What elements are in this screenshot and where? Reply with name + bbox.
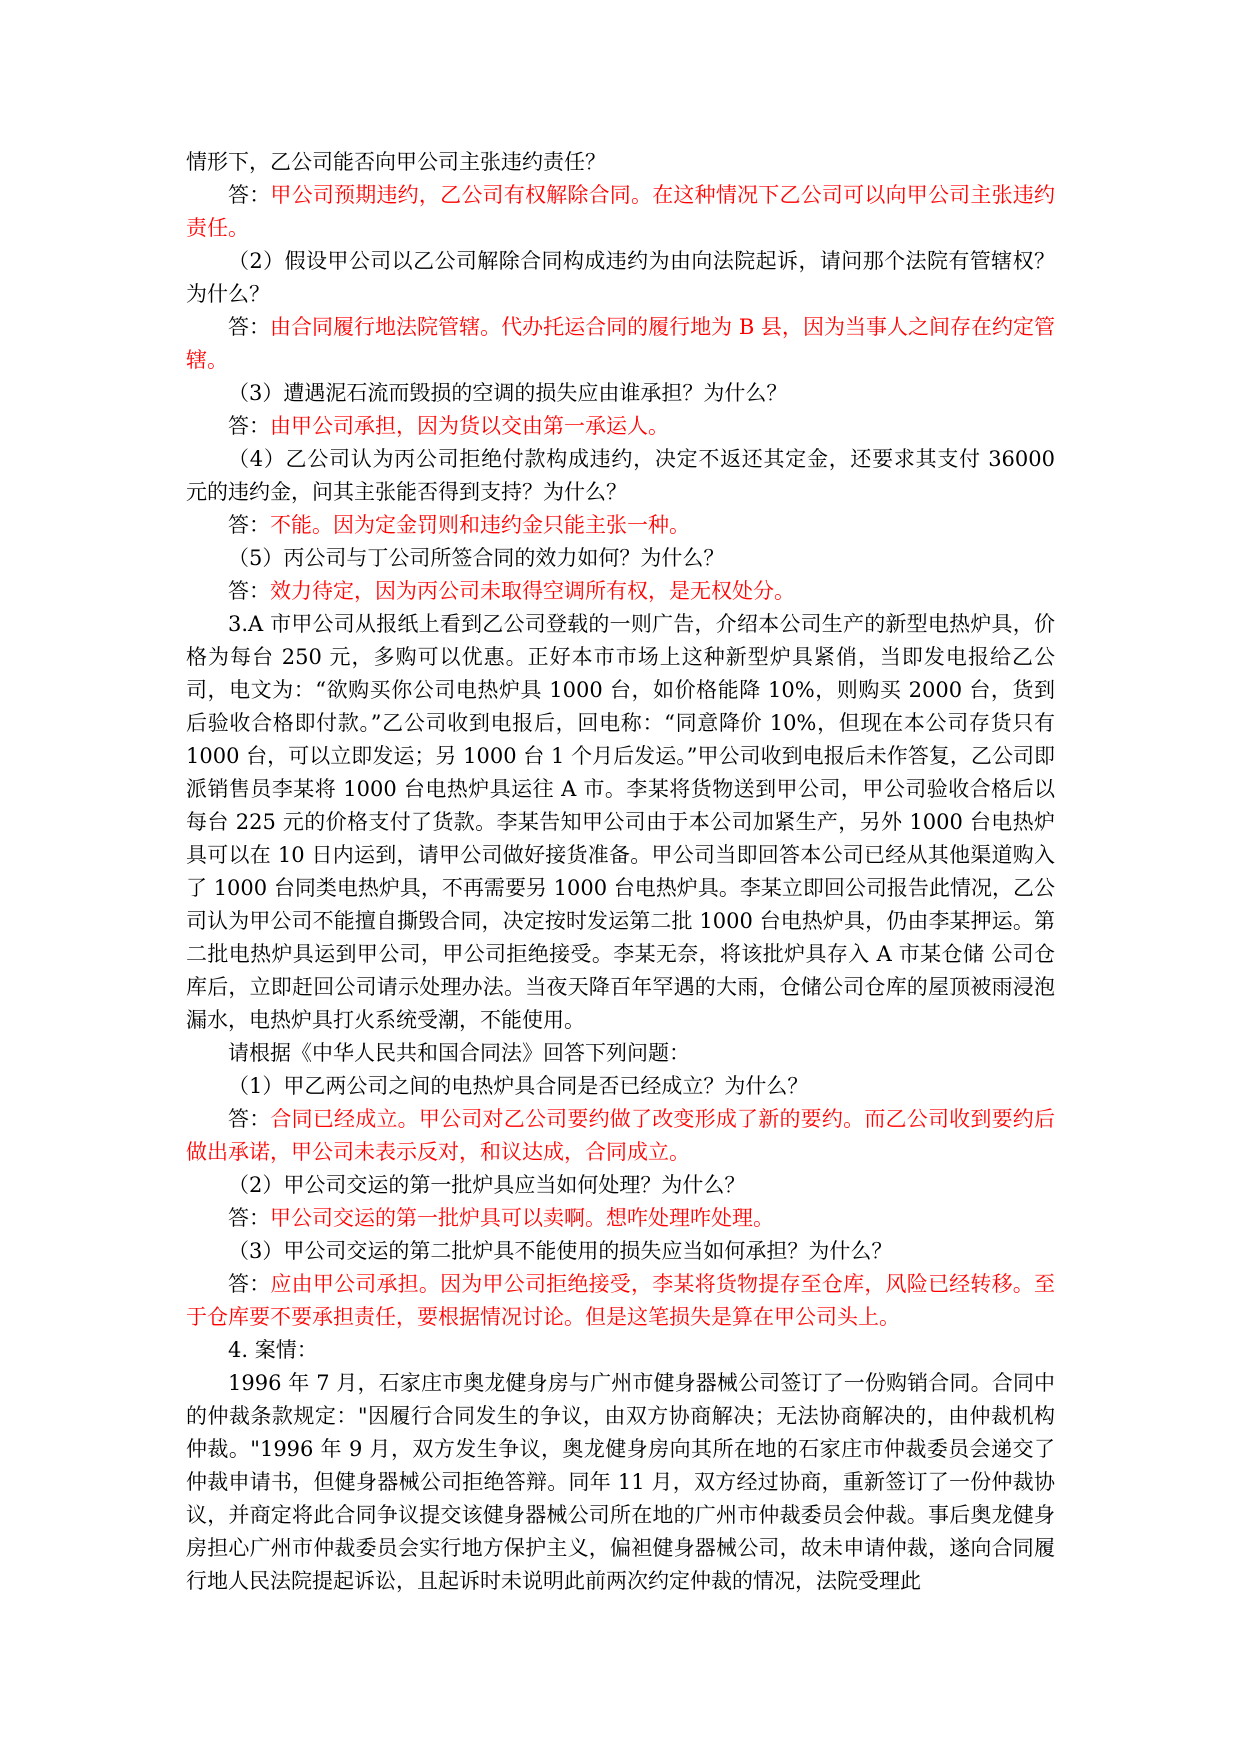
answer-text: 不能。因为定金罚则和违约金只能主张一种。 bbox=[270, 513, 690, 537]
text-paragraph bbox=[186, 1367, 1055, 1598]
text-paragraph bbox=[186, 443, 1055, 509]
answer-prefix: 答： bbox=[228, 513, 270, 537]
paragraph-text: （1）甲乙两公司之间的电热炉具合同是否已经成立？为什么？ bbox=[228, 1074, 809, 1098]
answer-prefix: 答： bbox=[228, 1206, 270, 1230]
answer-prefix: 答： bbox=[228, 315, 271, 339]
text-paragraph bbox=[186, 1070, 1055, 1103]
paragraph-text: （5）丙公司与丁公司所签合同的效力如何？为什么？ bbox=[228, 546, 725, 570]
paragraph-text: 请根据《中华人民共和国合同法》回答下列问题： bbox=[228, 1041, 690, 1065]
answer-paragraph bbox=[186, 179, 1055, 245]
answer-paragraph bbox=[186, 410, 1055, 443]
answer-text: 由合同履行地法院管辖。代办托运合同的履行地为 B 县，因为当事人之间存在约定管辖。 bbox=[186, 315, 1056, 372]
text-paragraph bbox=[186, 542, 1055, 575]
paragraph-text: （3）遭遇泥石流而毁损的空调的损失应由谁承担？为什么？ bbox=[228, 381, 788, 405]
answer-paragraph bbox=[186, 1202, 1055, 1235]
answer-paragraph bbox=[186, 1268, 1055, 1334]
text-paragraph bbox=[186, 1235, 1055, 1268]
text-paragraph bbox=[186, 245, 1055, 311]
paragraph-text: 3.A 市甲公司从报纸上看到乙公司登载的一则广告，介绍本公司生产的新型电热炉具，价格为每台 250 元，多购可以优惠。正好本市市场上这种新型炉具紧俏，当即发电报给乙公司，电文为：“欲购买你公司电热炉具 1000 台，如价格能降 10%，则购买 2000 台，货到后验收合格即付款。”乙公司收到电报后，回电称：“同意降价 10%，但现在本公司存货只有 1000 台，可以立即发运；另 1000 台 1 个月后发运。”甲公司收到电报后未作答复，乙公司即派销售员李某将 1000 台电热炉具运往 A 市。李某将货物送到甲公司，甲公司验收合格后以每台 225 元的价格支付了货款。李某告知甲公司由于本公司加紧生产，另外 1000 台电热炉具可以在 10 日内运到，请甲公司做好接货准备。甲公司当即回答本公司已经从其他渠道购入了 1000 台同类电热炉具，不再需要另 1000 台电热炉具。李某立即回公司报告此情况，乙公司认为甲公司不能擅自撕毁合同，决定按时发运第二批 1000 台电热炉具，仍由李某押运。第二批电热炉具运到甲公司，甲公司拒绝接受。李某无奈，将该批炉具存入 A 市某仓储 公司仓库后，立即赶回公司请示处理办法。当夜天降百年罕遇的大雨，仓储公司仓库的屋顶被雨浸泡漏水，电热炉具打火系统受潮，不能使用。 bbox=[186, 612, 1055, 1032]
text-paragraph bbox=[186, 608, 1055, 1037]
text-paragraph bbox=[186, 1334, 1055, 1367]
text-paragraph bbox=[186, 1169, 1055, 1202]
text-paragraph bbox=[186, 146, 1055, 179]
answer-prefix: 答： bbox=[228, 1272, 271, 1296]
paragraph-text: 1996 年 7 月，石家庄市奥龙健身房与广州市健身器械公司签订了一份购销合同。合同中的仲裁条款规定："因履行合同发生的争议，由双方协商解决；无法协商解决的，由仲裁机构仲裁。"1996 年 9 月，双方发生争议，奥龙健身房向其所在地的石家庄市仲裁委员会递交了仲裁申请书，但健身器械公司拒绝答辩。同年 11 月，双方经过协商，重新签订了一份仲裁协议，并商定将此合同争议提交该健身器械公司所在地的广州市仲裁委员会仲裁。事后奥龙健身房担心广州市仲裁委员会实行地方保护主义，偏袒健身器械公司，故未申请仲裁，遂向合同履行地人民法院提起诉讼，且起诉时未说明此前两次约定仲裁的情况，法院受理此 bbox=[186, 1371, 1055, 1593]
answer-text: 应由甲公司承担。因为甲公司拒绝接受，李某将货物提存至仓库，风险已经转移。至于仓库要不要承担责任，要根据情况讨论。但是这笔损失是算在甲公司头上。 bbox=[186, 1272, 1055, 1329]
answer-paragraph bbox=[186, 575, 1055, 608]
answer-prefix: 答： bbox=[228, 579, 270, 603]
answer-text: 甲公司交运的第一批炉具可以卖啊。想咋处理咋处理。 bbox=[270, 1206, 774, 1230]
answer-text: 由甲公司承担，因为货以交由第一承运人。 bbox=[270, 414, 669, 438]
paragraph-text: （2）甲公司交运的第一批炉具应当如何处理？为什么？ bbox=[228, 1173, 746, 1197]
paragraph-text: （4）乙公司认为丙公司拒绝付款构成违约，决定不返还其定金，还要求其支付 36000 元的违约金，问其主张能否得到支持？为什么？ bbox=[186, 447, 1055, 504]
paragraph-text: （3）甲公司交运的第二批炉具不能使用的损失应当如何承担？为什么？ bbox=[228, 1239, 893, 1263]
paragraph-text: 4. 案情： bbox=[228, 1338, 318, 1362]
paragraph-text: （2）假设甲公司以乙公司解除合同构成违约为由向法院起诉，请问那个法院有管辖权？为什么？ bbox=[186, 249, 1055, 306]
answer-paragraph bbox=[186, 1103, 1055, 1169]
answer-prefix: 答： bbox=[228, 183, 271, 207]
answer-paragraph bbox=[186, 311, 1055, 377]
paragraph-text: 情形下，乙公司能否向甲公司主张违约责任？ bbox=[186, 150, 606, 174]
answer-prefix: 答： bbox=[228, 414, 270, 438]
text-paragraph bbox=[186, 1037, 1055, 1070]
answer-prefix: 答： bbox=[228, 1107, 271, 1131]
answer-text: 甲公司预期违约，乙公司有权解除合同。在这种情况下乙公司可以向甲公司主张违约责任。 bbox=[186, 183, 1055, 240]
answer-text: 合同已经成立。甲公司对乙公司要约做了改变形成了新的要约。而乙公司收到要约后做出承诺，甲公司未表示反对，和议达成，合同成立。 bbox=[186, 1107, 1055, 1164]
answer-text: 效力待定，因为丙公司未取得空调所有权，是无权处分。 bbox=[270, 579, 795, 603]
text-paragraph bbox=[186, 377, 1055, 410]
answer-paragraph bbox=[186, 509, 1055, 542]
